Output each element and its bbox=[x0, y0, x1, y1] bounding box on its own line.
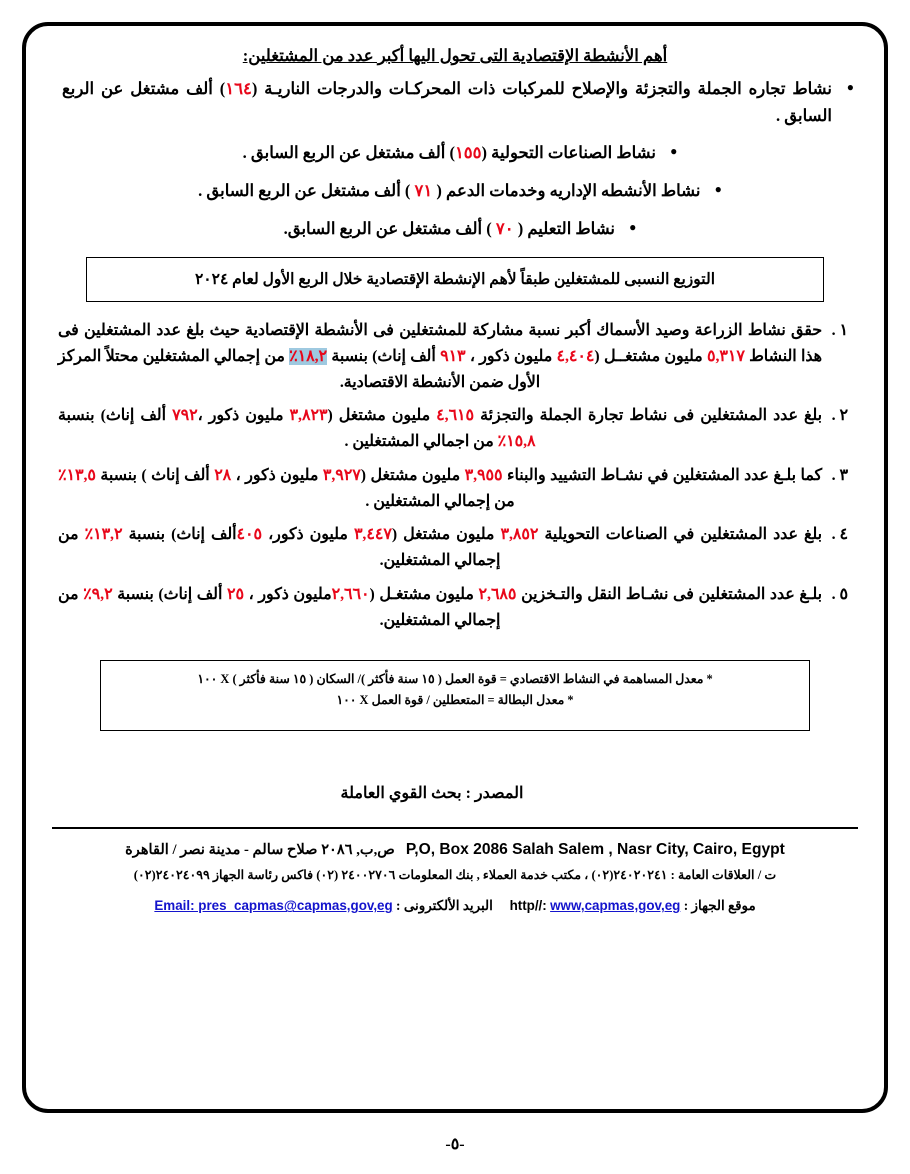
footer-contacts: ت / العلاقات العامة : ٢٤٠٢٠٢٤١(٠٢) ، مكتب خدمة العملاء , بنك المعلومات ٢٤٠٠٢٧٠٦ (٠٢) فاكس رئاسة الجهاز ٢٤٠٢٤٠٩٩(٠٢) bbox=[133, 867, 777, 882]
website-link[interactable]: www,capmas,gov,eg bbox=[550, 898, 681, 914]
numbered-point bbox=[58, 582, 848, 634]
point-value: ٤,٦١٥ bbox=[436, 407, 475, 425]
point-text: من اجمالي المشتغلين . bbox=[344, 433, 498, 451]
bullet-value: ١٥٥ bbox=[454, 143, 482, 163]
numbered-point bbox=[58, 318, 848, 397]
email-label: البريد الألكترونى : bbox=[396, 898, 493, 914]
numbered-point bbox=[58, 522, 848, 574]
point-percent-sign: ٪ bbox=[58, 466, 67, 484]
point-text: حقق نشاط الزراعة وصيد الأسماك أكبر نسبة مشاركة للمشتغلين فى الأنشطة الإقتصادية حيث بلغ عدد المشتغلين فى هذا النشاط bbox=[58, 321, 822, 365]
numbered-point bbox=[58, 463, 848, 515]
formula-note-box bbox=[100, 660, 810, 731]
list-item bbox=[52, 216, 858, 243]
point-text: مليون مشتغل ( bbox=[327, 407, 437, 425]
formula-line: * معدل البطالة = المتعطلين / قوة العمل X ١٠٠ bbox=[336, 693, 574, 708]
footer-links bbox=[52, 896, 858, 916]
point-text: كما بلـغ عدد المشتغلين في نشـاط التشييد والبناء bbox=[502, 466, 822, 484]
bullet-text-after: ) ألف مشتغل عن الربع السابق . bbox=[198, 181, 415, 201]
point-value: ٣,٨٢٣ bbox=[289, 407, 328, 425]
list-item bbox=[52, 178, 858, 205]
point-value: ٢,٦٨٥ bbox=[478, 585, 517, 603]
point-text: بلـغ عدد المشتغلين فى نشـاط النقل والتـخزين bbox=[516, 585, 823, 603]
point-value: ٢,٦٦٠ bbox=[331, 585, 370, 603]
point-percent-sign-highlighted: ٪ bbox=[289, 347, 298, 365]
point-value: ٤,٤٠٤ bbox=[556, 347, 595, 365]
page-content bbox=[26, 26, 884, 1109]
list-item bbox=[52, 76, 858, 129]
point-value: ٥,٣١٧ bbox=[706, 347, 745, 365]
point-marker: ٤ . bbox=[831, 526, 848, 544]
point-marker: ٥ . bbox=[831, 585, 848, 603]
point-value: ١٥,٨ bbox=[506, 433, 536, 451]
point-value: ٣,٤٤٧ bbox=[353, 526, 392, 544]
point-text: مليون مشتغــل ( bbox=[594, 347, 707, 365]
point-value: ٤٠٥ bbox=[236, 526, 262, 544]
list-item bbox=[52, 140, 858, 167]
footer-address-ar: ص,ب, ٢٠٨٦ صلاح سالم - مدينة نصر / القاهرة bbox=[125, 841, 395, 858]
page-footer bbox=[52, 829, 858, 917]
point-text: ألف إناث) بنسبة bbox=[122, 526, 237, 544]
footer-address-en: P,O, Box 2086 Salah Salem , Nasr City, Cairo, Egypt bbox=[405, 840, 785, 858]
bullet-value: ٧٠ bbox=[495, 218, 514, 238]
footer-address bbox=[52, 838, 858, 862]
point-text: من إجمالي المشتغلين محتلاً المركز الأول ضمن الأنشطة الاقتصادية. bbox=[58, 347, 541, 392]
point-value: ١٣,٢ bbox=[93, 526, 123, 544]
point-value: ٣,٩٢٧ bbox=[322, 466, 361, 484]
point-text: ألف إناث) بنسبة bbox=[58, 407, 173, 425]
point-text: من إجمالي المشتغلين . bbox=[365, 492, 515, 510]
bullet-list bbox=[52, 76, 858, 243]
numbered-points-list bbox=[52, 318, 858, 634]
point-text: ألف إناث ) بنسبة bbox=[95, 466, 215, 484]
point-marker: ٢ . bbox=[831, 407, 848, 425]
point-text: مليون ذكور ، bbox=[197, 407, 290, 425]
point-value: ٩١٣ bbox=[440, 347, 466, 365]
point-value: ٣,٩٥٥ bbox=[464, 466, 503, 484]
point-text: ألف إناث) بنسبة bbox=[112, 585, 227, 603]
point-value: ٢٥ bbox=[227, 585, 244, 603]
point-value: ٢٨ bbox=[214, 466, 232, 484]
point-text: مليون ذكور، bbox=[262, 526, 354, 544]
bullet-text-after: ) ألف مشتغل عن الربع السابق . bbox=[62, 79, 832, 125]
bullet-text-after: ) ألف مشتغل عن الربع السابق. bbox=[283, 218, 496, 238]
bullet-text-before: نشاط الأنشطه الإداريه وخدمات الدعم ( bbox=[432, 181, 701, 201]
bullet-value: ١٦٤ bbox=[225, 79, 252, 98]
point-text: مليون ذكور ، bbox=[231, 466, 323, 484]
point-text: مليون ذكور ، bbox=[243, 585, 332, 603]
bullet-text-after: ) ألف مشتغل عن الربع السابق . bbox=[242, 143, 455, 163]
email-link[interactable]: Email: pres_capmas@capmas,gov,eg bbox=[154, 898, 393, 914]
point-text: بلغ عدد المشتغلين في الصناعات التحويلية bbox=[538, 526, 823, 544]
page-title: أهم الأنشطة الإقتصادية التى تحول اليها أكبر عدد من المشتغلين: bbox=[242, 46, 668, 65]
point-value: ٣,٨٥٢ bbox=[500, 526, 539, 544]
point-text: من إجمالي المشتغلين. bbox=[58, 585, 501, 629]
point-value: ١٣,٥ bbox=[66, 466, 96, 484]
point-text: بلغ عدد المشتغلين فى نشاط تجارة الجملة والتجزئة bbox=[474, 407, 823, 425]
point-text: من إجمالي المشتغلين. bbox=[58, 526, 501, 570]
point-text: مليون مشتغل ( bbox=[360, 466, 465, 484]
point-marker: ١ . bbox=[831, 321, 848, 339]
point-text: ألف إناث) بنسبة bbox=[327, 347, 441, 365]
point-percent-sign: ٪ bbox=[83, 585, 92, 603]
page-number: -٥- bbox=[445, 1136, 465, 1153]
formula-line: * معدل المساهمة في النشاط الاقتصادي = قوة العمل ( ١٥ سنة فأكثر )/ السكان ( ١٥ سنة فأكثر ) X ١٠٠ bbox=[197, 672, 713, 686]
page-frame bbox=[22, 22, 888, 1113]
source-line: المصدر : بحث القوي العاملة bbox=[340, 784, 524, 802]
point-value: ٩,٢ bbox=[91, 585, 113, 603]
bullet-value: ٧١ bbox=[414, 181, 433, 201]
numbered-point bbox=[58, 403, 848, 455]
bullet-text-before: نشاط التعليم ( bbox=[513, 218, 616, 238]
point-text: مليون مشتغل ( bbox=[391, 526, 501, 544]
point-value: ٧٩٢ bbox=[172, 407, 198, 425]
point-text: مليون ذكور ، bbox=[465, 347, 557, 365]
point-value-highlighted: ١٨,٢ bbox=[297, 347, 328, 365]
website-protocol: http//: bbox=[509, 898, 547, 914]
point-marker: ٣ . bbox=[831, 466, 848, 484]
point-percent-sign: ٪ bbox=[84, 526, 94, 544]
bullet-text-before: نشاط الصناعات التحولية ( bbox=[481, 143, 656, 163]
point-text: مليون مشتغـل ( bbox=[369, 585, 479, 603]
website-label: موقع الجهاز : bbox=[683, 898, 756, 914]
point-percent-sign: ٪ bbox=[497, 433, 507, 451]
bullet-text-before: نشاط تجاره الجملة والتجزئة والإصلاح للمركبات ذات المحركـات والدرجات الناريـة ( bbox=[251, 79, 832, 98]
section-title-box: التوزيع النسبى للمشتغلين طبقاً لأهم الإنشطة الإقتصادية خلال الربع الأول لعام ٢٠٢٤ bbox=[86, 257, 824, 302]
